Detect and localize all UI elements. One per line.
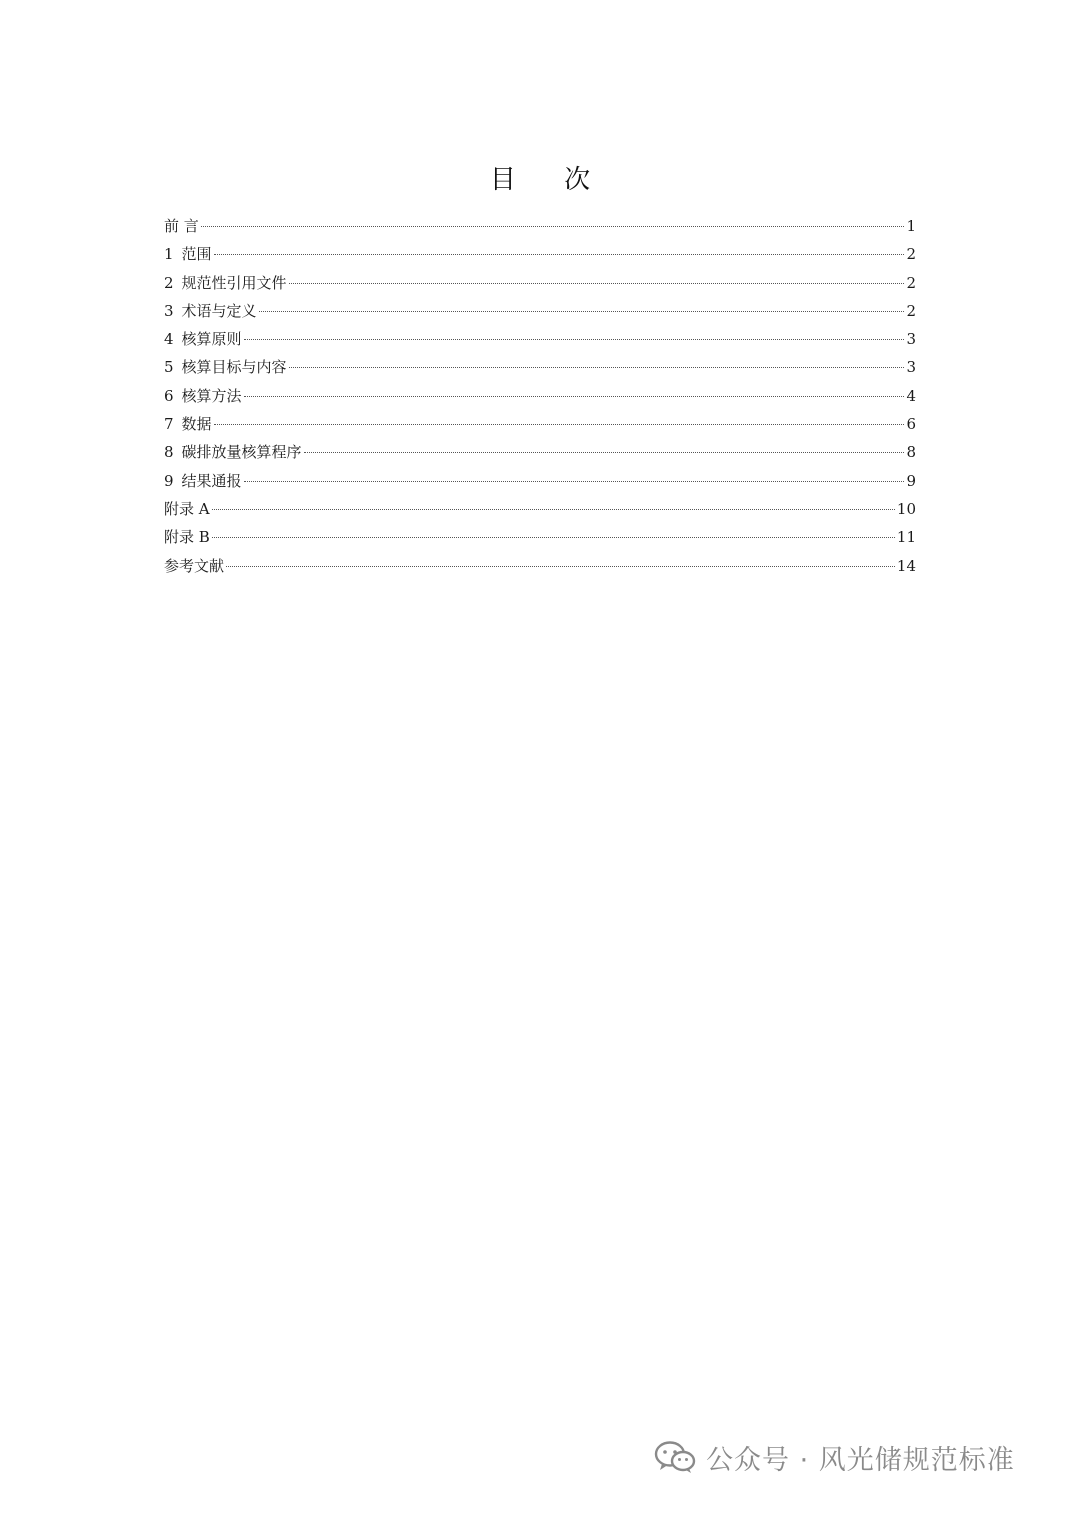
toc-entry-label: 数据 (181, 415, 212, 434)
toc-dot-leader (212, 537, 895, 538)
toc-dot-leader (244, 396, 905, 397)
toc-entry[interactable] (164, 495, 916, 523)
toc-dot-leader (289, 283, 905, 284)
toc-entry-label: 附录 A (164, 499, 210, 518)
toc-dot-leader (304, 452, 905, 453)
toc-entry-number: 7 (164, 415, 174, 434)
toc-entry-number: 3 (164, 301, 174, 320)
toc-entry-label: 结果通报 (181, 471, 242, 490)
toc-entry-page: 11 (896, 528, 916, 547)
toc-entry-number: 2 (164, 273, 174, 292)
toc-entry[interactable] (164, 212, 916, 240)
toc-entry[interactable] (164, 325, 916, 353)
toc-dot-leader (214, 424, 905, 425)
toc-entry-label: 附录 B (164, 528, 210, 547)
wechat-icon (654, 1440, 696, 1474)
toc-entry[interactable] (164, 552, 916, 580)
toc-dot-leader (226, 566, 895, 567)
toc-entry[interactable] (164, 297, 916, 325)
watermark (654, 1432, 1015, 1482)
toc-entry-number: 9 (164, 471, 174, 490)
toc-entry-number: 5 (164, 358, 174, 377)
toc-entry[interactable] (164, 240, 916, 268)
toc-dot-leader (212, 509, 895, 510)
toc-entry-label: 范围 (181, 245, 212, 264)
toc-entry-label: 碳排放量核算程序 (181, 443, 302, 462)
toc-entry[interactable] (164, 269, 916, 297)
toc-dot-leader (244, 481, 905, 482)
toc-dot-leader (244, 339, 905, 340)
toc-entry-label: 前 言 (164, 217, 199, 235)
toc-dot-leader (259, 311, 905, 312)
toc-entry-page: 2 (906, 273, 916, 292)
toc-entry-number: 1 (164, 245, 174, 264)
toc-entry-page: 3 (906, 330, 916, 349)
toc-entry[interactable] (164, 382, 916, 410)
toc-entry-page: 14 (896, 556, 916, 575)
toc-entry-label: 规范性引用文件 (181, 273, 287, 292)
toc-entry-number: 4 (164, 330, 174, 349)
toc-dot-leader (214, 254, 905, 255)
toc-entry-number: 6 (164, 386, 174, 405)
toc-entry-label: 术语与定义 (181, 301, 257, 320)
toc-entry-page: 10 (896, 499, 916, 518)
watermark-text: 公众号 · 风光储规范标准 (706, 1444, 1015, 1476)
toc-entry-label: 核算目标与内容 (181, 358, 287, 377)
toc-entry-page: 9 (906, 471, 916, 490)
toc-entry-label: 核算方法 (181, 386, 242, 405)
toc-entry-page: 2 (906, 301, 916, 320)
toc-entry[interactable] (164, 467, 916, 495)
table-of-contents (164, 212, 916, 580)
page-title: 目 次 (489, 165, 611, 195)
toc-entry-page: 6 (906, 415, 916, 434)
toc-entry-page: 8 (906, 443, 916, 462)
toc-entry-label: 核算原则 (181, 330, 242, 349)
toc-entry[interactable] (164, 438, 916, 466)
toc-entry[interactable] (164, 353, 916, 381)
toc-entry[interactable] (164, 523, 916, 551)
toc-dot-leader (289, 367, 905, 368)
toc-entry-page: 3 (906, 358, 916, 377)
toc-entry[interactable] (164, 410, 916, 438)
toc-entry-number: 8 (164, 443, 174, 462)
toc-entry-label: 参考文献 (164, 556, 225, 575)
toc-entry-page: 4 (906, 386, 916, 405)
toc-dot-leader (201, 226, 905, 227)
toc-entry-page: 2 (906, 245, 916, 264)
toc-entry-page: 1 (906, 217, 916, 235)
